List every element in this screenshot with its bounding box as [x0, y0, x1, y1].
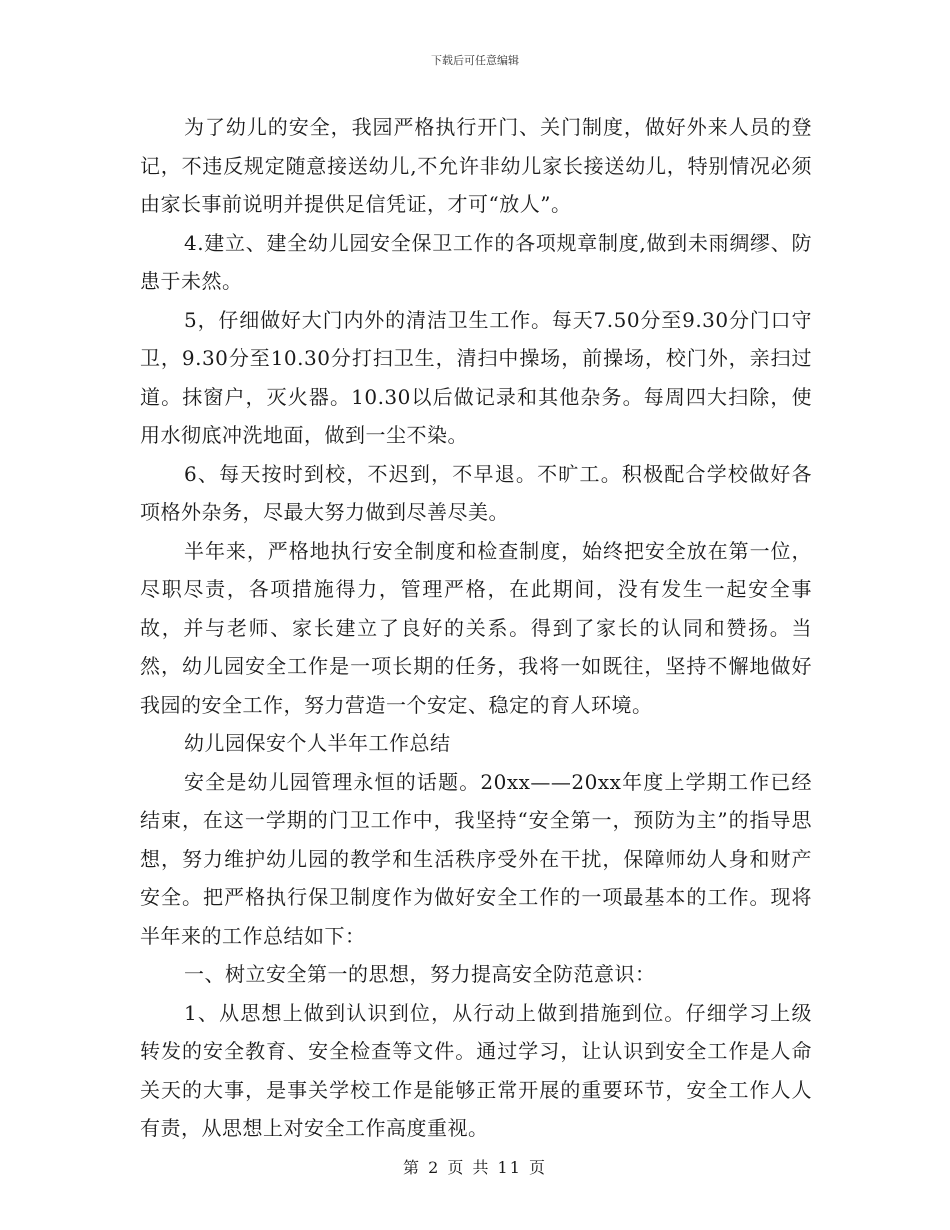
section-title: 幼儿园保安个人半年工作总结 [184, 731, 451, 755]
paragraph-item-6: 6、每天按时到校，不迟到，不早退。不旷工。积极配合学校做好各项格外杂务，尽最大努力做到尽善尽美。 [140, 461, 812, 524]
page-header: 下载后可任意编辑 [431, 54, 519, 67]
subsection-heading-1: 一、树立安全第一的思想，努力提高安全防范意识： [184, 962, 656, 986]
paragraph-item-5: 5，仔细做好大门内外的清洁卫生工作。每天7.50分至9.30分门口守卫，9.30分至10.30分打扫卫生，清扫中操场，前操场，校门外，亲扫过道。抹窗户，灭火器。10.30以后做记录和其他杂务。每周四大扫除，使用水彻底冲洗地面，做到一尘不染。 [140, 307, 812, 447]
paragraph-item-4: 4.建立、建全幼儿园安全保卫工作的各项规章制度,做到未雨绸缪、防患于未然。 [140, 230, 812, 293]
paragraph-half-year-summary: 半年来，严格地执行安全制度和检查制度，始终把安全放在第一位，尽职尽责，各项措施得力，管理严格，在此期间，没有发生一起安全事故，并与老师、家长建立了良好的关系。得到了家长的认同和赞扬。当然，幼儿园安全工作是一项长期的任务，我将一如既往，坚持不懈地做好我园的安全工作，努力营造一个安定、稳定的育人环境。 [140, 538, 812, 717]
document-body [140, 108, 812, 1148]
paragraph-safety-entry: 为了幼儿的安全，我园严格执行开门、关门制度，做好外来人员的登记，不违反规定随意接送幼儿,不允许非幼儿家长接送幼儿，特别情况必须由家长事前说明并提供足信凭证，才可“放人”。 [140, 115, 812, 216]
paragraph-intro: 安全是幼儿园管理永恒的话题。20xx——20xx年度上学期工作已经结束，在这一学期的门卫工作中，我坚持“安全第一，预防为主”的指导思想，努力维护幼儿园的教学和生活秩序受外在干扰，保障师幼人身和财产安全。把严格执行保卫制度作为做好安全工作的一项最基本的工作。现将半年来的工作总结如下： [140, 769, 812, 948]
page-footer: 第 2 页 共 11 页 [403, 1158, 547, 1177]
paragraph-point-1: 1、从思想上做到认识到位，从行动上做到措施到位。仔细学习上级转发的安全教育、安全检查等文件。通过学习，让认识到安全工作是人命关天的大事，是事关学校工作是能够正常开展的重要环节，安全工作人人有责，从思想上对安全工作高度重视。 [140, 1000, 812, 1140]
